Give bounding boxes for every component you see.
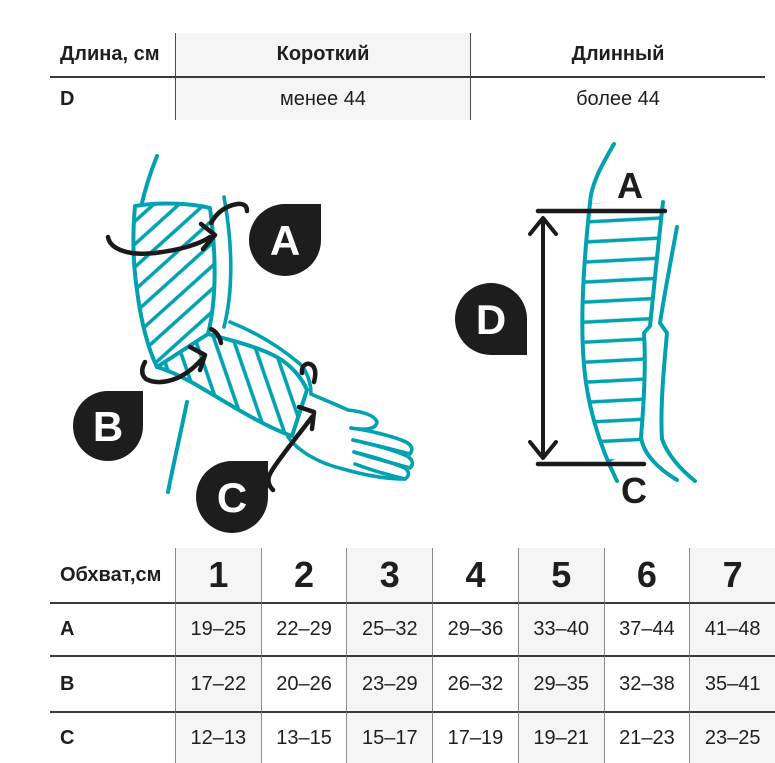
girth-c-6: 21–23 [604, 711, 690, 763]
girth-c-4: 17–19 [432, 711, 518, 763]
girth-row-label-b: B [50, 655, 175, 711]
girth-table-header: Обхват,см [60, 563, 162, 586]
girth-a-7: 41–48 [689, 602, 775, 655]
length-value-long: более 44 [470, 76, 765, 120]
badge-d-letter: D [475, 296, 507, 343]
length-value-short: менее 44 [175, 76, 470, 120]
girth-b-4: 26–32 [432, 655, 518, 711]
girth-c-7: 23–25 [689, 711, 775, 763]
girth-b-5: 29–35 [518, 655, 604, 711]
girth-b-7: 35–41 [689, 655, 775, 711]
badge-c-letter: C [216, 474, 248, 521]
point-label-c: C [621, 470, 647, 511]
girth-a-6: 37–44 [604, 602, 690, 655]
outer-upper-arm-line [224, 197, 231, 327]
length-col-long: Длинный [470, 33, 765, 76]
length-table-header: Длина, см [60, 43, 160, 65]
point-label-a: A [617, 165, 643, 206]
girth-c-5: 19–21 [518, 711, 604, 763]
size-col-2: 2 [261, 548, 347, 602]
girth-a-3: 25–32 [346, 602, 432, 655]
length-measure-diagram [430, 140, 775, 540]
hand-outline [288, 394, 412, 479]
body-side-line [168, 402, 187, 492]
badge-a-letter: A [269, 217, 301, 264]
length-col-short: Короткий [175, 33, 470, 76]
length-table [50, 33, 765, 120]
girth-b-3: 23–29 [346, 655, 432, 711]
length-row-label: D [50, 76, 175, 120]
badge-b-letter: B [92, 403, 124, 450]
size-col-6: 6 [604, 548, 690, 602]
girth-c-3: 15–17 [346, 711, 432, 763]
girth-b-1: 17–22 [175, 655, 261, 711]
girth-c-1: 12–13 [175, 711, 261, 763]
badge-d [455, 283, 527, 355]
girth-row-label-c: C [50, 711, 175, 763]
arm-girth-diagram [60, 140, 460, 540]
girth-a-2: 22–29 [261, 602, 347, 655]
girth-a-1: 19–25 [175, 602, 261, 655]
girth-a-5: 33–40 [518, 602, 604, 655]
girth-a-4: 29–36 [432, 602, 518, 655]
girth-c-2: 13–15 [261, 711, 347, 763]
girth-table [50, 548, 775, 763]
girth-b-2: 20–26 [261, 655, 347, 711]
badge-b [73, 391, 143, 461]
size-col-3: 3 [346, 548, 432, 602]
badge-a [249, 204, 321, 276]
size-col-7: 7 [689, 548, 775, 602]
size-col-4: 4 [432, 548, 518, 602]
badge-c [196, 461, 268, 533]
girth-b-6: 32–38 [604, 655, 690, 711]
size-col-1: 1 [175, 548, 261, 602]
girth-row-label-a: A [50, 602, 175, 655]
size-col-5: 5 [518, 548, 604, 602]
